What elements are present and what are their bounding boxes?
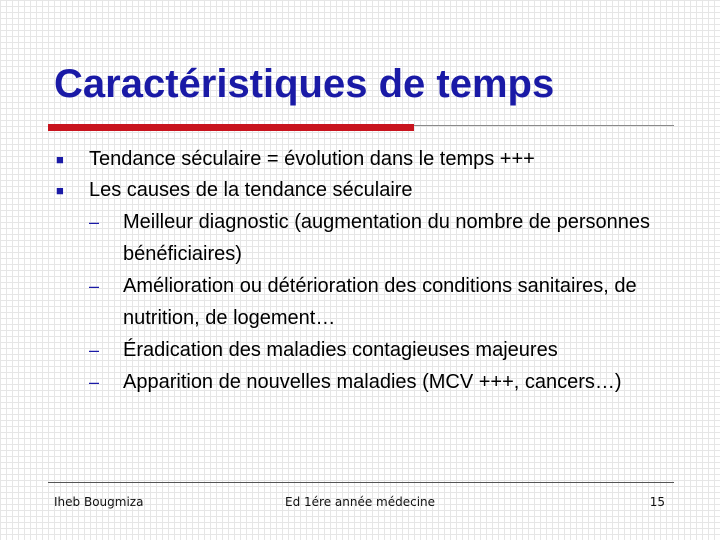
bullet-text: Les causes de la tendance séculaire [89, 179, 413, 201]
footer-page-number: 15 [649, 495, 665, 509]
footer-divider [48, 482, 674, 483]
dash-bullet-icon: – [89, 212, 100, 232]
bullet-list [0, 144, 720, 398]
bullet-item [0, 144, 720, 175]
sub-bullet-item [0, 206, 720, 270]
footer-course: Ed 1ére année médecine [285, 495, 436, 509]
square-bullet-icon: ■ [56, 183, 64, 198]
dash-bullet-icon: – [89, 372, 100, 392]
dash-bullet-icon: – [89, 276, 100, 296]
bullet-text: Tendance séculaire = évolution dans le temps +++ [89, 148, 535, 170]
sub-bullet-item [0, 270, 720, 334]
dash-bullet-icon: – [89, 340, 100, 360]
sub-bullet-item [0, 334, 720, 366]
bullet-item [0, 175, 720, 398]
sub-bullet-text: Amélioration ou détérioration des conditions sanitaires, de nutrition, de logement… [123, 275, 637, 329]
sub-bullet-text: Éradication des maladies contagieuses majeures [123, 339, 558, 361]
title-accent-bar [48, 124, 414, 131]
sub-bullet-text: Meilleur diagnostic (augmentation du nombre de personnes bénéficiaires) [123, 211, 650, 265]
square-bullet-icon: ■ [56, 152, 64, 167]
slide-title: Caractéristiques de temps [54, 62, 555, 106]
sub-bullet-list [89, 206, 720, 398]
footer-author: Iheb Bougmiza [54, 495, 144, 509]
sub-bullet-text: Apparition de nouvelles maladies (MCV +++, cancers…) [123, 371, 622, 393]
sub-bullet-item [0, 366, 720, 398]
